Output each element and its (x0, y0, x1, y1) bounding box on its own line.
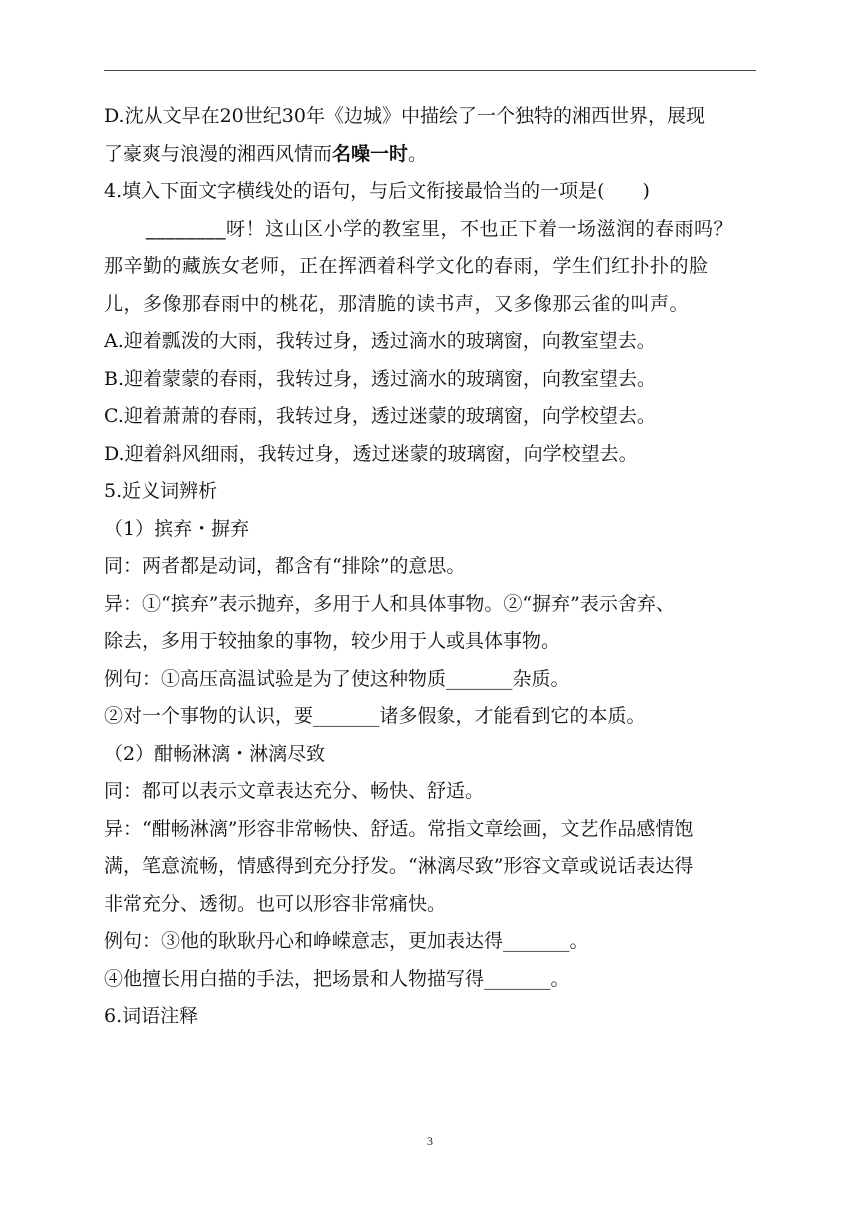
pair-2-example-2: ④他擅长用白描的手法，把场景和人物描写得_______。 (104, 967, 570, 990)
pair-2-example-1: 例句：③他的耿耿丹心和峥嵘意志，更加表达得_______。 (104, 930, 589, 952)
pair-2-difference-2: 满，笔意流畅，情感得到充分抒发。“淋漓尽致”形容文章或说话表达得 (104, 855, 694, 877)
option-d-line-2-text: 了豪爽与浪漫的湘西风情而 (104, 142, 333, 165)
choice-b: B.迎着蒙蒙的春雨，我转过身，透过滴水的玻璃窗，向教室望去。 (104, 367, 657, 390)
pair-1-example-1: 例句：①高压高温试验是为了使这种物质_______杂质。 (104, 667, 570, 690)
header-rule (104, 70, 756, 71)
passage-line-3: 儿，多像那春雨中的桃花，那清脆的读书声，又多像那云雀的叫声。 (104, 292, 690, 315)
document-body (104, 98, 756, 1036)
bold-idiom: 名噪一时 (332, 142, 409, 165)
choice-a: A.迎着瓢泼的大雨，我转过身，透过滴水的玻璃窗，向教室望去。 (104, 330, 656, 352)
pair-1-example-2: ②对一个事物的认识，要_______诸多假象，才能看到它的本质。 (104, 705, 646, 727)
question-5-title: 5.近义词辨析 (104, 480, 218, 502)
pair-1-difference-2: 除去，多用于较抽象的事物，较少用于人或具体事物。 (104, 630, 561, 652)
pair-2-difference-1: 异：“酣畅淋漓”形容非常畅快、舒适。常指文章绘画，文艺作品感情饱 (104, 817, 694, 840)
option-d-line-2 (104, 136, 756, 174)
pair-2-heading: （2）酣畅淋漓・淋漓尽致 (104, 742, 326, 765)
pair-1-heading: （1）摈弃・摒弃 (104, 517, 250, 540)
pair-1-similarity: 同：两者都是动词，都含有“排除”的意思。 (104, 555, 466, 577)
pair-2-difference-3: 非常充分、透彻。也可以形容非常痛快。 (104, 892, 447, 915)
option-d-line-1: D.沈从文早在20世纪30年《边城》中描绘了一个独特的湘西世界，展现 (104, 105, 705, 127)
page-number: 3 (427, 1134, 433, 1148)
pair-1-difference-1: 异：①“摈弃”表示抛弃，多用于人和具体事物。②“摒弃”表示舍弃、 (104, 592, 675, 615)
option-d-line-2-end: 。 (408, 142, 428, 165)
question-4-stem: 4.填入下面文字横线处的语句，与后文衔接最恰当的一项是( ) (104, 180, 650, 202)
pair-2-similarity: 同：都可以表示文章表达充分、畅快、舒适。 (104, 780, 485, 802)
choice-c: C.迎着萧萧的春雨，我转过身，透过迷蒙的玻璃窗，向学校望去。 (104, 405, 656, 427)
passage-line-2: 那辛勤的藏族女老师，正在挥洒着科学文化的春雨，学生们红扑扑的脸 (104, 255, 709, 277)
passage-line-1: ________呀！这山区小学的教室里，不也正下着一场滋润的春雨吗？ (146, 217, 734, 240)
choice-d: D.迎着斜风细雨，我转过身，透过迷蒙的玻璃窗，向学校望去。 (104, 442, 638, 465)
question-6-title: 6.词语注释 (104, 1005, 199, 1027)
